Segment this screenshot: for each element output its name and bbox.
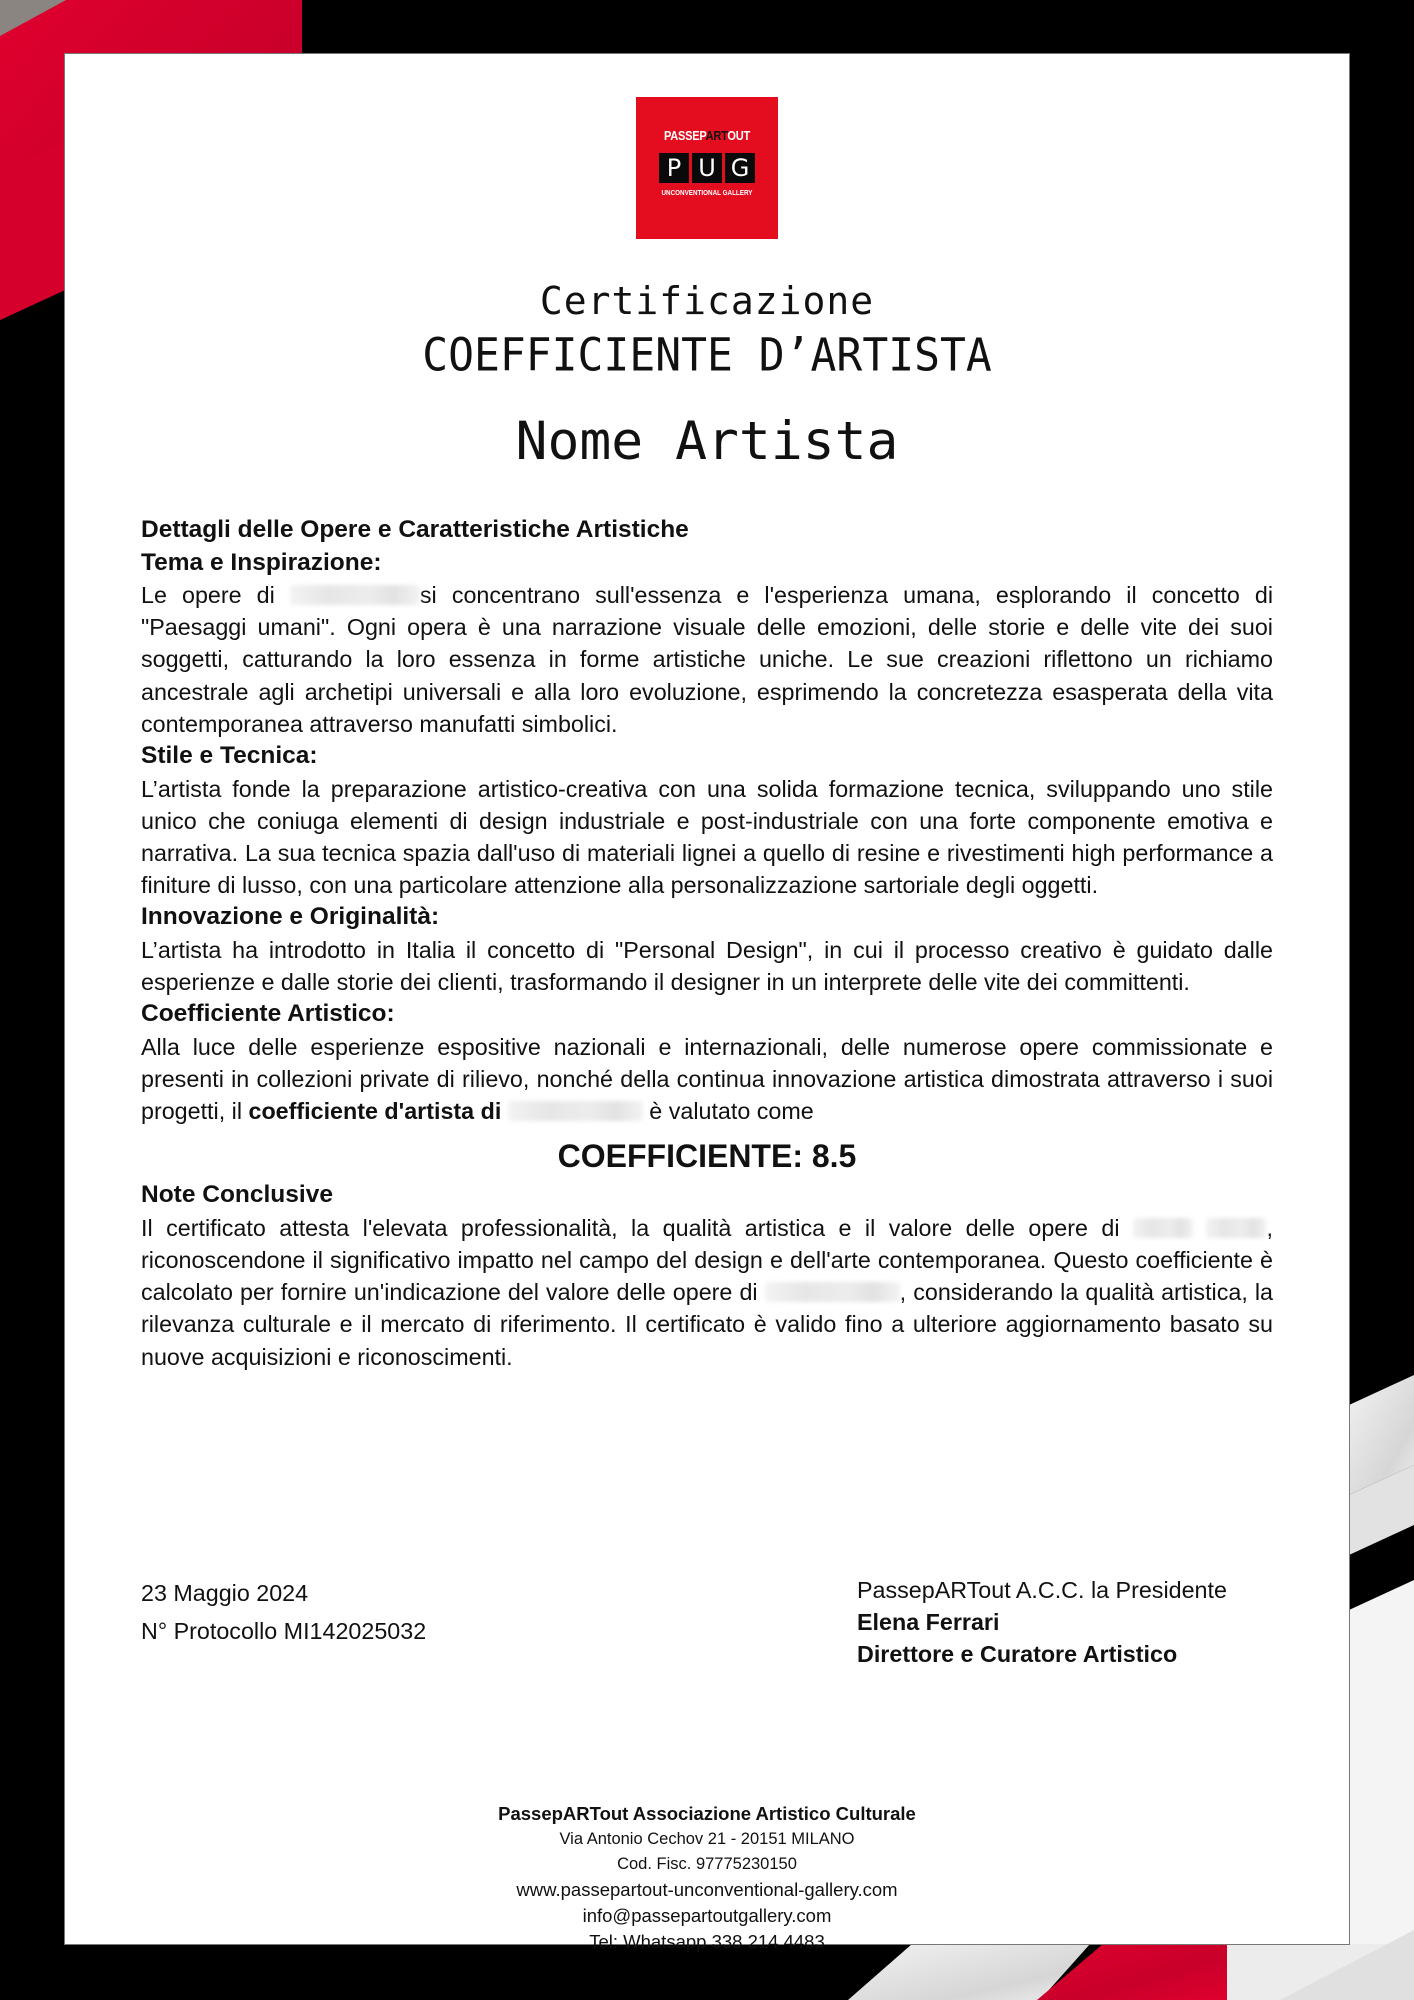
- redacted-artist-name: [1206, 1218, 1266, 1238]
- certificate-sheet: [65, 54, 1349, 1952]
- section-text-tema: [141, 579, 1273, 740]
- logo-pug-letters: [659, 153, 755, 183]
- logo-wordmark-highlight: ART: [705, 128, 728, 143]
- coefficiente-text-after: è valutato come: [649, 1098, 814, 1125]
- issue-info: [141, 1574, 426, 1650]
- logo-letter-u: U: [692, 153, 722, 183]
- section-text-coefficiente: [141, 1031, 1273, 1128]
- tema-text-after: si concentrano sull'essenza e l'esperienza umana, esplorando il concetto di "Paesaggi umani". Ogni opera è una narrazione visuale delle emozioni, delle storie e delle vite dei suoi soggetti, catturando la loro essenza in forme artistiche uniche. Le sue creazioni riflettono un richiamo ancestrale agli archetipi universali e alla loro evoluzione, esprimendo la concretezza esasperata della vita contemporanea attraverso manufatti simbolici.: [141, 582, 1273, 737]
- signatory-title: Direttore e Curatore Artistico: [857, 1641, 1178, 1667]
- logo-wordmark-prefix: PASSEP: [664, 128, 706, 143]
- note-text-part2: , riconoscendone il significativo impatto nel campo del design e dell'arte contemporanea.: [141, 1214, 1273, 1274]
- redacted-artist-name: [1133, 1218, 1193, 1238]
- certificate-subtitle: COEFFICIENTE D’ARTISTA: [422, 329, 992, 383]
- section-heading-note: Note Conclusive: [141, 1181, 333, 1209]
- section-text-stile: L’artista fonde la preparazione artistico-creativa con una solida formazione tecnica, sviluppando uno stile unico che coniuga elementi di design industriale e post-industriale con una forte componente emotiva e narrativa. La sua tecnica spazia dall'uso di materiali lignei a quello di resine e rivestimenti high performance a finiture di lusso, con una particolare attenzione alla personalizzazione sartoriale degli oggetti.: [141, 775, 1273, 899]
- tema-text-before: Le opere di: [141, 582, 275, 608]
- artist-name: Nome Artista: [515, 411, 899, 472]
- organization-footer: [65, 1801, 1349, 1955]
- protocol-number: N° Protocollo MI142025032: [141, 1618, 427, 1644]
- footer-organization: PassepARTout Associazione Artistico Culturale: [498, 1803, 916, 1824]
- section-heading-stile: Stile e Tecnica:: [141, 742, 318, 770]
- section-heading-coefficiente: Coefficiente Artistico:: [141, 1000, 395, 1028]
- redacted-artist-name: [290, 585, 420, 605]
- signatory-name: Elena Ferrari: [857, 1609, 1000, 1635]
- redacted-artist-name: [765, 1282, 900, 1302]
- details-heading: Dettagli delle Opere e Caratteristiche Artistiche: [141, 516, 689, 543]
- note-text-part1: Il certificato attesta l'elevata professionalità, la qualità artistica e il valore delle opere di: [141, 1214, 1120, 1241]
- certificate-body: [141, 514, 1273, 1373]
- signatory-role: PassepARTout A.C.C. la Presidente: [857, 1577, 1227, 1603]
- section-heading-tema: Tema e Inspirazione:: [141, 548, 382, 576]
- logo-letter-p: P: [659, 153, 689, 183]
- logo-letter-g: G: [725, 153, 755, 183]
- logo-tagline: UNCONVENTIONAL GALLERY: [661, 190, 753, 197]
- logo-wordmark: [647, 128, 768, 143]
- footer-website-link[interactable]: www.passepartout-unconventional-gallery.com: [516, 1879, 898, 1900]
- gallery-logo: [636, 97, 778, 239]
- coefficient-value: COEFFICIENTE: 8.5: [557, 1138, 857, 1175]
- logo-wordmark-suffix: OUT: [727, 128, 750, 143]
- footer-address: Via Antonio Cechov 21 - 20151 MILANO: [559, 1830, 855, 1848]
- certificate-title: Certificazione: [539, 279, 875, 323]
- section-heading-innovazione: Innovazione e Originalità:: [141, 903, 440, 931]
- footer-phone: Tel: Whatsapp 338 214 4483: [589, 1931, 825, 1952]
- note-text-part4: , considerando la qualità artistica, la rilevanza culturale e il mercato di riferimento. Il certificato è valido fino a ulteriore aggiornamento basato su nuove acquisizioni e riconoscimenti.: [141, 1279, 1274, 1370]
- signature-block: [857, 1574, 1227, 1670]
- section-text-note: [141, 1212, 1273, 1373]
- section-text-innovazione: L’artista ha introdotto in Italia il concetto di "Personal Design", in cui il processo creativo è guidato dalle esperienze e dalle storie dei clienti, trasformando il designer in un interprete delle vite dei committenti.: [141, 936, 1273, 996]
- issue-date: 23 Maggio 2024: [141, 1580, 309, 1606]
- footer-email-link[interactable]: info@passepartoutgallery.com: [582, 1905, 832, 1926]
- coefficiente-text-before: Alla luce delle esperienze espositive nazionali e internazionali, delle numerose opere commissionate e presenti in collezioni private di rilievo, nonché della continua innovazione artistica dimostrata attraverso i suoi progetti, il: [141, 1033, 1273, 1125]
- coefficiente-text-bold: coefficiente d'artista di: [248, 1098, 502, 1125]
- redacted-artist-name: [508, 1101, 643, 1121]
- note-text-part3: Questo coefficiente è calcolato per fornire un'indicazione del valore delle opere di: [141, 1247, 1273, 1306]
- footer-tax-code: Cod. Fisc. 97775230150: [617, 1855, 797, 1873]
